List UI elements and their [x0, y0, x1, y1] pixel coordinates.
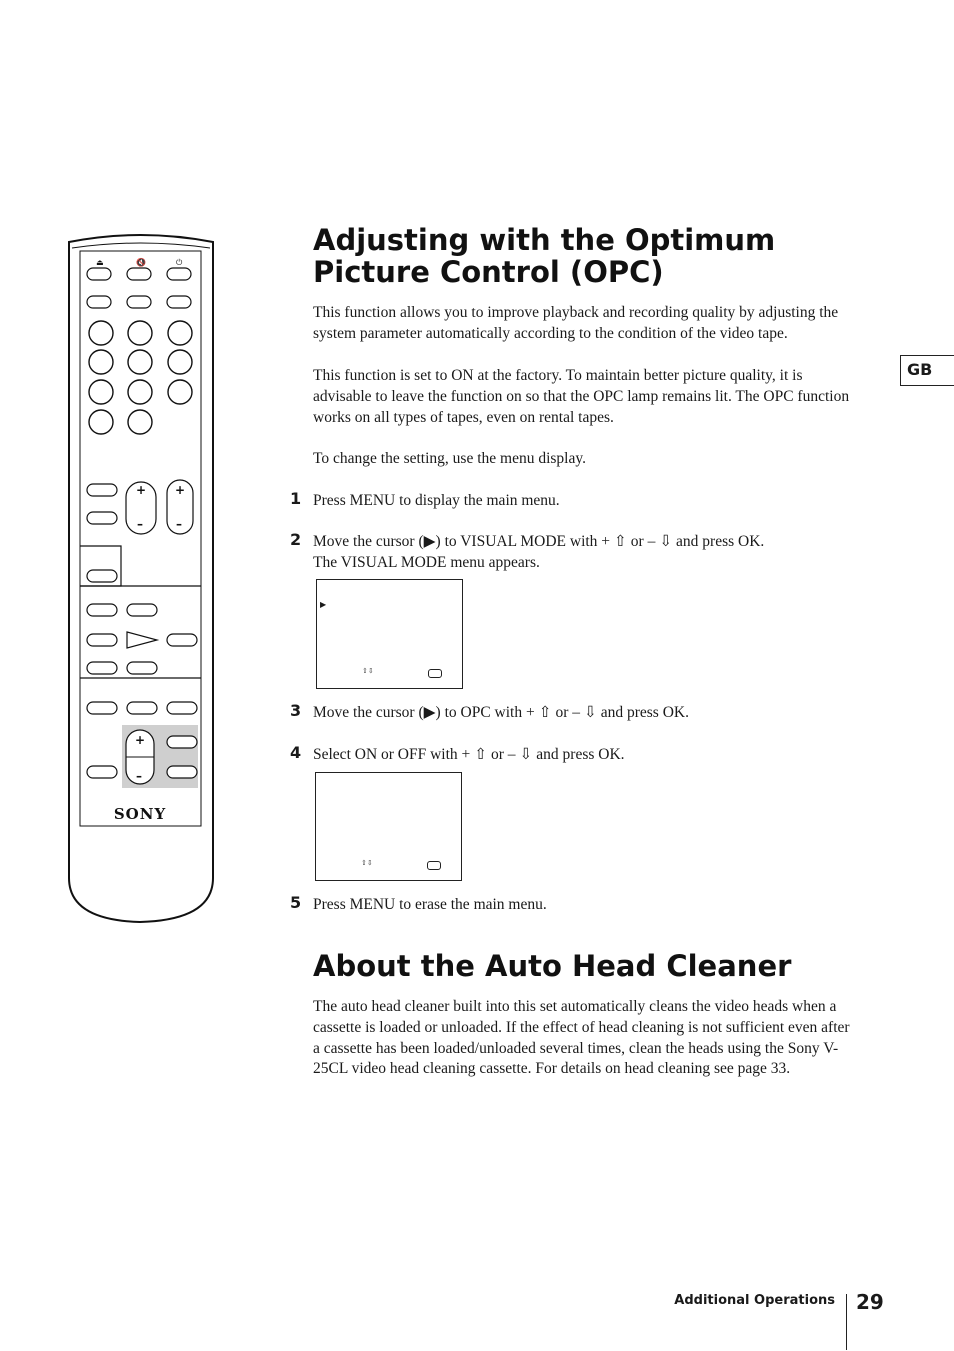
language-tab: GB: [900, 355, 954, 386]
intro-paragraph-1: This function allows you to improve playback and recording quality by adjusting the system parameter automatically according to the condition of the video tape.: [313, 304, 839, 342]
ok-button-icon: [427, 861, 441, 870]
svg-text:–: –: [176, 517, 182, 531]
step-text: Move the cursor (▶) to OPC with + ⇧ or – ⇩ and press OK.: [313, 704, 689, 721]
step-text: Move the cursor (▶) to VISUAL MODE with + ⇧ or – ⇩ and press OK.: [313, 533, 765, 550]
ok-button-icon: [428, 669, 442, 678]
remote-brand: SONY: [113, 805, 167, 823]
step-text: Select ON or OFF with + ⇧ or – ⇩ and press OK.: [313, 746, 625, 763]
intro-paragraph-2: This function is set to ON at the factory. To maintain better picture quality, it is advisable to leave the function on so that the OPC lamp remains lit. The OPC function works on all types of tapes, even on rental tapes.: [313, 367, 850, 426]
step-number: 1: [290, 489, 302, 508]
footer-section-label: Additional Operations: [674, 1293, 835, 1308]
step-number: 3: [290, 701, 302, 720]
section-title-head-cleaner: About the Auto Head Cleaner: [313, 949, 792, 983]
head-cleaner-paragraph: The auto head cleaner built into this set automatically cleans the video heads when a cassette is loaded or unloaded. If the effect of head cleaning is not sufficient even after a cassette has been loaded/unloaded several times, clean the heads using the Sony V-25CL video head cleaning cassette. For details on head cleaning see page 33.: [313, 998, 850, 1078]
step-text: Press MENU to erase the main menu.: [313, 896, 547, 913]
svg-text:⏏: ⏏: [96, 258, 104, 267]
footer-divider: [846, 1294, 847, 1350]
svg-text:+: +: [175, 483, 186, 497]
step-number: 4: [290, 743, 302, 762]
svg-text:🔇: 🔇: [136, 258, 146, 267]
step-number: 2: [290, 530, 302, 549]
svg-text:⏻: ⏻: [176, 258, 183, 267]
up-down-icon: ⇧⇩: [361, 859, 373, 867]
step-subtext: The VISUAL MODE menu appears.: [313, 554, 540, 571]
remote-control-illustration: [60, 228, 220, 928]
svg-text:+: +: [135, 733, 146, 747]
svg-text:–: –: [136, 769, 142, 783]
tv-screen-visual-mode-menu: [316, 579, 463, 689]
section-title-opc: Adjusting with the Optimum Picture Control (OPC): [313, 223, 776, 289]
cursor-arrow-icon: ▶: [320, 600, 327, 609]
step-text: Press MENU to display the main menu.: [313, 492, 560, 509]
step-number: 5: [290, 893, 302, 912]
tv-screen-opc-menu: [315, 772, 462, 881]
up-down-icon: ⇧⇩: [362, 667, 374, 675]
page-number: 29: [856, 1290, 884, 1314]
intro-paragraph-3: To change the setting, use the menu display.: [313, 450, 586, 467]
svg-text:–: –: [137, 517, 143, 531]
svg-text:+: +: [136, 483, 147, 497]
